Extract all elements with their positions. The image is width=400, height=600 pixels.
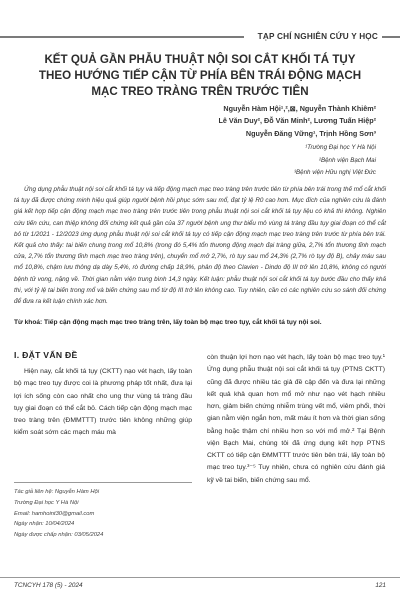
footnote-email: Email: hamhoint30@gmail.com <box>14 510 95 517</box>
footnote-corresponding: Tác giả liên hệ: Nguyễn Hàm Hội <box>14 489 100 495</box>
journal-name: TẠP CHÍ NGHIÊN CỨU Y HỌC <box>244 32 382 42</box>
page-number: 121 <box>375 582 386 589</box>
footnote-institution: Trường Đại học Y Hà Nội <box>14 499 79 506</box>
article-title: KẾT QUẢ GẦN PHẪU THUẬT NỘI SOI CẮT KHỐI TÁ TỤY THEO HƯỚNG TIẾP CẬN TỪ PHÍA BÊN TRÁI ĐỘNG MẠCH MẠC TREO TRÀNG TRÊN TRƯỚC TIÊN <box>38 53 362 98</box>
body-column-right: còn thuận lợi hơn nạo vét hạch, lấy toàn bộ mạc treo tụy.¹ Ứng dụng phẫu thuật nội soi cắt khối tá tụy (PTNS CKTT) cũng đã được nhiều tác giả đề cập đến và đưa lại những kết quả khả quan hơn mổ mở như nạo vét hạch nhiều hơn, giảm biến chứng nhiễm trùng vết mổ, viêm phổi, thời gian nằm viện ngắn hơn, mất máu ít hơn và thời gian sống bằng hoặc thậm chí nhiều hơn so với mổ mở.² Tại Bệnh viện Bạch Mai, chúng tôi đã ứng dụng kết hợp PTNS CKTT có tiếp cận ĐMMTTT trước tiên bên trái, lấy toàn bộ mạc treo tụy.³⁻⁵ Tuy nhiên, chưa có nghiên cứu đánh giá kỹ về tai biến, biến chứng sau mổ. <box>207 354 385 484</box>
footnotes <box>14 487 103 541</box>
footnote-rule <box>14 482 192 483</box>
abstract: Ứng dụng phẫu thuật nội soi cắt khối tá tụy và tiếp động mạch mạc treo tràng trên trước tiên từ phía bên trái trong thế mổ cắt khối tá tụy đã được chứng minh hiệu quả giúp người bệnh hồi phục sớm sau mổ, đạt tỷ lệ R0 cao hơn. Mục đích của nghiên cứu là đánh giá kết hợp tiếp cận động mạch mạc treo tràng trên trước tiên trong phẫu thuật nội soi cắt khối tá tụy liệu có khả thi không. Nghiên cứu tiến cứu, can thiệp không đối chứng kết quả gần của 37 người bệnh ung thư biểu mô vùng tá tràng đầu tụy giai đoạn có thể cắt bỏ từ 1/2021 - 12/2023 ứng dụng phẫu thuật nội soi cắt khối tá tụy có tiếp cận động mạch mạc treo tràng trên trước từ phía bên trái. Kết quả cho thấy: tai biến chung trong mổ 10,8% (trong đó 5,4% tổn thương động mạch đại tràng giữa, 2,7% tổn thương tĩnh mạch cửa, 2,7% tổn thương tĩnh mạch mạc treo tràng trên), chuyển mổ mở 2,7%, rò tụy sau mổ 24,3% (2,7% rò tụy độ B), chảy máu sau mổ 10,8%, chậm lưu thông dạ dày 5,4%, rò đường chấp 18,9%, phân độ theo Clavien - Dindo độ III trở lên 10,8%, không có người bệnh tử vong, nặng về. Thời gian nằm viện trung bình 14,3 ngày. Kết luận: phẫu thuật nội soi cắt khối tá tụy bước đầu cho thấy khả thi, với tỷ lệ tai biến trong mổ và biến chứng sau mổ từ độ III trở lên không cao. Tuy nhiên, cần có các nghiên cứu so sánh đối chứng để đưa ra kết luận chính xác hơn. <box>14 186 386 306</box>
author-line: Nguyễn Đăng Vững¹, Trịnh Hồng Sơn³ <box>245 128 376 138</box>
author-line: Nguyễn Hàm Hội¹,²,⊠, Nguyễn Thành Khiêm² <box>223 104 376 113</box>
affiliation: ³Bệnh viện Hữu nghị Việt Đức <box>293 169 376 177</box>
author-list <box>218 103 376 140</box>
keywords: Từ khoá: Tiếp cận động mạch mạc treo tràng trên, lấy toàn bộ mạc treo tụy, cắt khối tá tụy nội soi. <box>14 319 322 326</box>
footnote-accepted: Ngày được chấp nhận: 03/05/2024 <box>14 532 104 539</box>
footer-rule <box>0 577 400 578</box>
affiliation-list <box>294 142 376 180</box>
author-line: Lê Văn Duy², Đỗ Văn Minh², Lương Tuấn Hiệp² <box>218 116 376 126</box>
footer-journal-issue: TCNCYH 178 (5) - 2024 <box>14 582 83 589</box>
affiliation: ²Bệnh viện Bạch Mai <box>318 156 376 164</box>
affiliation: ¹Trường Đại học Y Hà Nội <box>305 144 376 151</box>
body-column-left: Hiện nay, cắt khối tá tụy (CKTT) nạo vét hạch, lấy toàn bộ mạc treo tụy được coi là phương pháp tốt nhất, đưa lại lợi ích sống còn cao nhất cho ung thư vùng tá tràng đầu tụy giai đoạn có thể cắt bỏ. Cách tiếp cận động mạch mạc treo tràng trên (ĐMMTTT) trước tiên không những giúp kiểm soát sớm các mạch máu mà <box>14 368 192 437</box>
section-heading: I. ĐẶT VẤN ĐỀ <box>14 350 78 360</box>
footnote-received: Ngày nhận: 10/04/2024 <box>14 521 75 528</box>
